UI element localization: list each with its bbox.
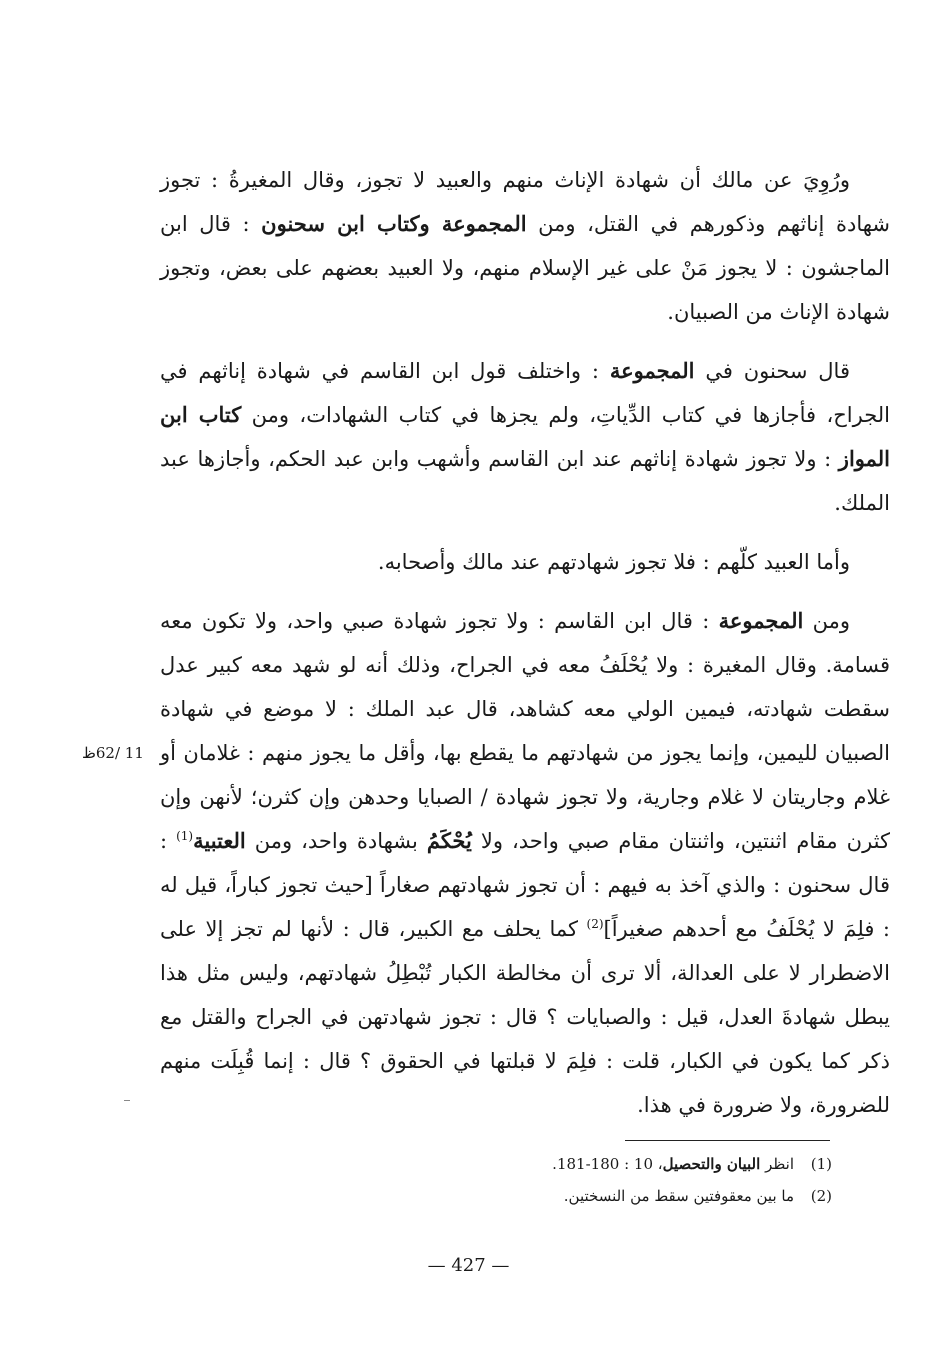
footnote-ref: (1) <box>176 829 194 843</box>
text-run: : قال ابن الماجشون : لا يجوز مَنْ على غير الإسلام منهم، ولا العبيد بعضهم على بعض، وتجوز شهادة الإناث من الصبيان. <box>160 212 890 324</box>
footnote-number: (2) <box>810 1187 832 1205</box>
paragraph <box>160 540 890 584</box>
margin-tick <box>124 1100 130 1101</box>
paragraph <box>160 158 890 334</box>
text-run: ومن <box>803 609 850 633</box>
bold-source-title: البيان والتحصيل <box>662 1155 761 1173</box>
text-run: : واختلف قول ابن القاسم في شهادة إناثهم في الجراح، فأجازها في كتاب الدِّياتِ، ولم يجزها في كتاب الشهادات، ومن <box>160 359 890 427</box>
text-run: ، 10 : 180-181. <box>552 1155 663 1173</box>
text-run: : قال ابن القاسم : ولا تجوز شهادة صبي واحد، ولا تكون معه قسامة. وقال المغيرة : ولا يُحْلَفُ معه في الجراح، وذلك أنه لو شهد معه كبير عدل سقطت شهادته، فيمين الولي معه كشاهد، قال عبد الملك : لا موضع في شهادة الصبيان لليمين، وإنما يجوز من شهادتهم ما يقطع بها، وأقل ما يجوز منهم : غلامان أو غلام وجاريتان لا غلام وجارية، ولا تجوز شهادة / الصبايا وحدهن وإن كثرن؛ لأنهن وإن كثرن مقام اثنتين، واثنتان مقام صبي واحد، ولا <box>160 609 890 853</box>
footnote-number: (1) <box>810 1155 832 1173</box>
text-run: بشهادة واحد، ومن <box>245 829 427 853</box>
manuscript-folio-note: 11 /62ظ <box>82 744 144 762</box>
bold-source-title: العتبية <box>193 828 246 853</box>
bold-source-title: المجموعة <box>718 608 804 633</box>
text-run: كما يحلف مع الكبير، قال : لأنها لم تجز إلا على الاضطرار لا على العدالة، ألا ترى أن مخالطة الكبار تُبْطِلُ شهادتهم، وليس مثل هذا يبطل شهادةَ العدل، قيل : والصبايات ؟ قال : تجوز شهادتهن في الجراح والقتل مع ذكر كما يكون في الكبار، قلت : فلِمَ لا قبلتها في الحقوق ؟ قال : إنما قُبِلَت منهم للضرورة، ولا ضرورة في هذا. <box>160 917 890 1117</box>
bold-source-title: المجموعة وكتاب ابن سحنون <box>261 211 527 236</box>
bold-source-title: يُحْكَمُ <box>426 828 472 853</box>
text-run: قال سحنون في <box>694 359 850 383</box>
bold-source-title: المجموعة <box>609 358 695 383</box>
paragraph <box>160 599 890 1127</box>
text-run: ما بين معقوفتين سقط من النسختين. <box>563 1187 794 1205</box>
footnote-ref: (2) <box>586 917 604 931</box>
text-run: : قال سحنون : والذي آخذ به فيهم : أن تجوز شهادتهم صغاراً [حيث تجوز كباراً، قيل له : فلِمَ لا يُحْلَفُ مع أحدهم صغيراً] <box>160 829 890 941</box>
text-run: ورُوِيَ عن مالك أن شهادة الإناث منهم والعبيد لا تجوز، وقال المغيرةُ : تجوز شهادة إناثهم وذكورهم في القتل، ومن <box>160 168 890 236</box>
main-text <box>160 158 890 1142</box>
text-run: وأما العبيد كلّهم : فلا تجوز شهادتهم عند مالك وأصحابه. <box>377 550 850 574</box>
page-number: — 427 — <box>427 1255 510 1276</box>
bold-source-title: كتاب ابن المواز <box>160 402 890 471</box>
text-run: انظر <box>760 1155 794 1173</box>
footnote-separator <box>625 1140 830 1141</box>
footnote <box>272 1187 832 1205</box>
footnote <box>272 1155 832 1173</box>
text-run: : ولا تجوز شهادة إناثهم عند ابن القاسم وأشهب وابن عبد الحكم، وأجازها عبد الملك. <box>160 447 890 515</box>
paragraph <box>160 349 890 525</box>
